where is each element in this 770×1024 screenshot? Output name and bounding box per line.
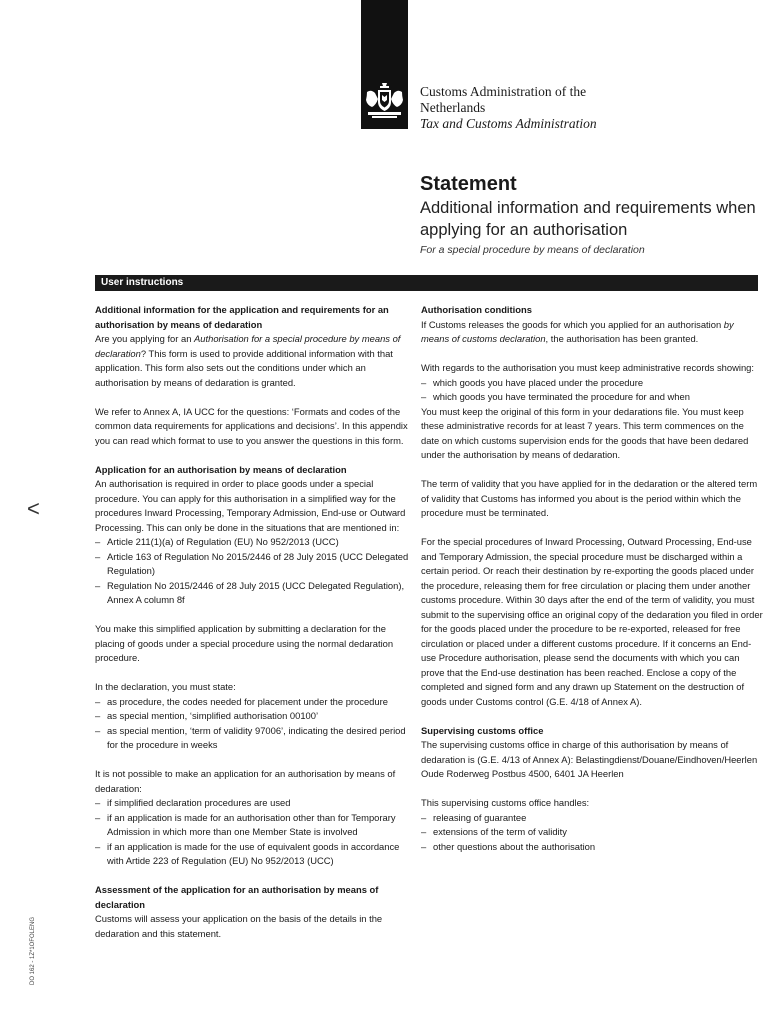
paragraph: It is not possible to make an application for an authorisation by means of dedaration: (95, 768, 396, 794)
form-code: DO 162 - 1Z*1OFOLENG (30, 916, 36, 985)
paragraph: An authorisation is required in order to place goods under a special procedure. You can apply for this authorisation in a simplified way for the procedures Inward Processing, Temporary Admission, End-use or Outward Processing. This can only be done in the situations that are mentioned in: (95, 478, 406, 533)
records-list (421, 376, 764, 405)
paragraph: Customs will assess your application on the basis of the details in the dedaration and this statement. (95, 913, 383, 939)
page-tagline: For a special procedure by means of declaration (420, 244, 645, 256)
logo-band (361, 0, 408, 129)
text: ? This form is used to provide additional information with that application. This form also sets out the conditions under which an authorisation by means of dedaration is granted. (95, 347, 393, 388)
declaration-state-list (95, 695, 413, 753)
organization-name (420, 84, 597, 132)
not-possible-list (95, 796, 413, 869)
page-subtitle: Additional information and requirements when applying for an authorisation (420, 199, 756, 239)
office-handles-list (421, 811, 764, 855)
coat-of-arms-icon (364, 80, 405, 120)
paragraph (95, 332, 413, 390)
paragraph: The term of validity that you have applied for in the dedaration or the altered term of validity that Customs has informed you about is the period within which the procedure must be terminated. (421, 478, 758, 518)
title-block (420, 171, 760, 256)
list-item: – which goods you have placed under the procedure (421, 376, 764, 391)
org-name-line2: Netherlands (420, 100, 486, 115)
paragraph: For the special procedures of Inward Processing, Outward Processing, End-use and Temporary Admission, the special procedure must be discharged within a certain period. Or reach their destination by re-exporting the goods placed under the procedure, releasing them for free circulation or placing them under another customs procedure. Within 30 days after the end of the term of validity, you must submit to the supervising office an original copy of the dedaration you filed in order for the goods placed under the procedure to be re-exported, released for free circulation or placed under a different customs procedure. If it concerns an End-use Procedure authorisation, please send the documents with which you can prove that the End-use destination has been reached. Enclose a copy of the completed and signed form and any drawn up Statement on the destruction of goods under Customs control (G.E. 4/18 of Annex A). (421, 536, 763, 707)
list-item: – if an application is made for the use of equivalent goods in accordance with Artide 223 of Regulation (EU) No 952/2013 (UCC) (95, 840, 413, 869)
heading-additional-information: Additional information for the application and requirements for an authorisation by means of dedaration (95, 304, 389, 330)
paragraph: We refer to Annex A, IA UCC for the questions: ‘Formats and codes of the common data requirements for applications and decisions’. In this appendix you can read which format to use to you answer the questions in this form. (95, 405, 408, 446)
org-subtitle: Tax and Customs Administration (420, 116, 597, 131)
form-title-emphasis: Authorisation for a special procedure by means of declaration (95, 333, 401, 359)
heading-assessment: Assessment of the application for an authorisation by means of declaration (95, 884, 379, 910)
emphasis: by means of customs declaration (421, 318, 734, 344)
paragraph: In the declaration, you must state: (95, 681, 236, 692)
heading-application: Application for an authorisation by means of declaration (95, 463, 347, 475)
paragraph: You make this simplified application by submitting a declaration for the placing of goods under a special procedure using the normal dedaration procedure. (95, 623, 394, 663)
list-item: – as procedure, the codes needed for placement under the procedure (95, 695, 413, 710)
paragraph (421, 318, 764, 347)
list-item: – Article 211(1)(a) of Regulation (EU) No 952/2013 (UCC) (95, 535, 413, 550)
left-column (95, 303, 413, 941)
regulation-list (95, 535, 413, 608)
list-item: – which goods you have terminated the procedure for and when (421, 390, 764, 405)
text: Are you applying for an (95, 333, 195, 344)
list-item: – as special mention, ‘simplified authorisation 00100’ (95, 709, 413, 724)
list-item: – extensions of the term of validity (421, 825, 764, 840)
heading-authorisation-conditions: Authorisation conditions (421, 304, 532, 315)
text: , the authorisation has been granted. (545, 333, 699, 344)
org-name-line1: Customs Administration of the (420, 84, 587, 99)
list-item: – as special mention, ‘term of validity 97006’, indicating the desired period for the procedure in weeks (95, 724, 413, 753)
paragraph: This supervising customs office handles: (421, 797, 590, 808)
fold-mark: < (27, 496, 40, 521)
heading-supervising-office: Supervising customs office (421, 724, 544, 736)
list-item: – releasing of guarantee (421, 811, 764, 826)
list-item: – Article 163 of Regulation No 2015/2446 of 28 July 2015 (UCC Delegated Regulation) (95, 550, 413, 579)
list-item: – other questions about the authorisation (421, 840, 764, 855)
list-item: – if an application is made for an authorisation other than for Temporary Admission in which more than one Member State is involved (95, 811, 413, 840)
list-item: – Regulation No 2015/2446 of 28 July 2015 (UCC Delegated Regulation), Annex A column 8f (95, 579, 413, 608)
right-column (421, 303, 764, 854)
page-title: Statement (420, 173, 517, 195)
text: If Customs releases the goods for which you applied for an authorisation (421, 318, 724, 330)
list-item: – if simplified declaration procedures are used (95, 796, 413, 811)
paragraph: With regards to the authorisation you must keep administrative records showing: (421, 362, 754, 373)
section-bar-user-instructions: User instructions (95, 275, 758, 291)
paragraph: You must keep the original of this form in your dedarations file. You must keep these administrative records for at least 7 years. This term commences on the date on which customs supervision ends for the goods that have been dedared under the authorisation by means of dedaration. (421, 405, 749, 460)
paragraph: The supervising customs office in charge of this authorisation by means of dedaration is (G.E. 4/13 of Annex A): Belastingdienst/Douane/Eindhoven/Heerlen Oude Roderweg Postbus 4500, 6401 JA Heerlen (421, 739, 758, 779)
